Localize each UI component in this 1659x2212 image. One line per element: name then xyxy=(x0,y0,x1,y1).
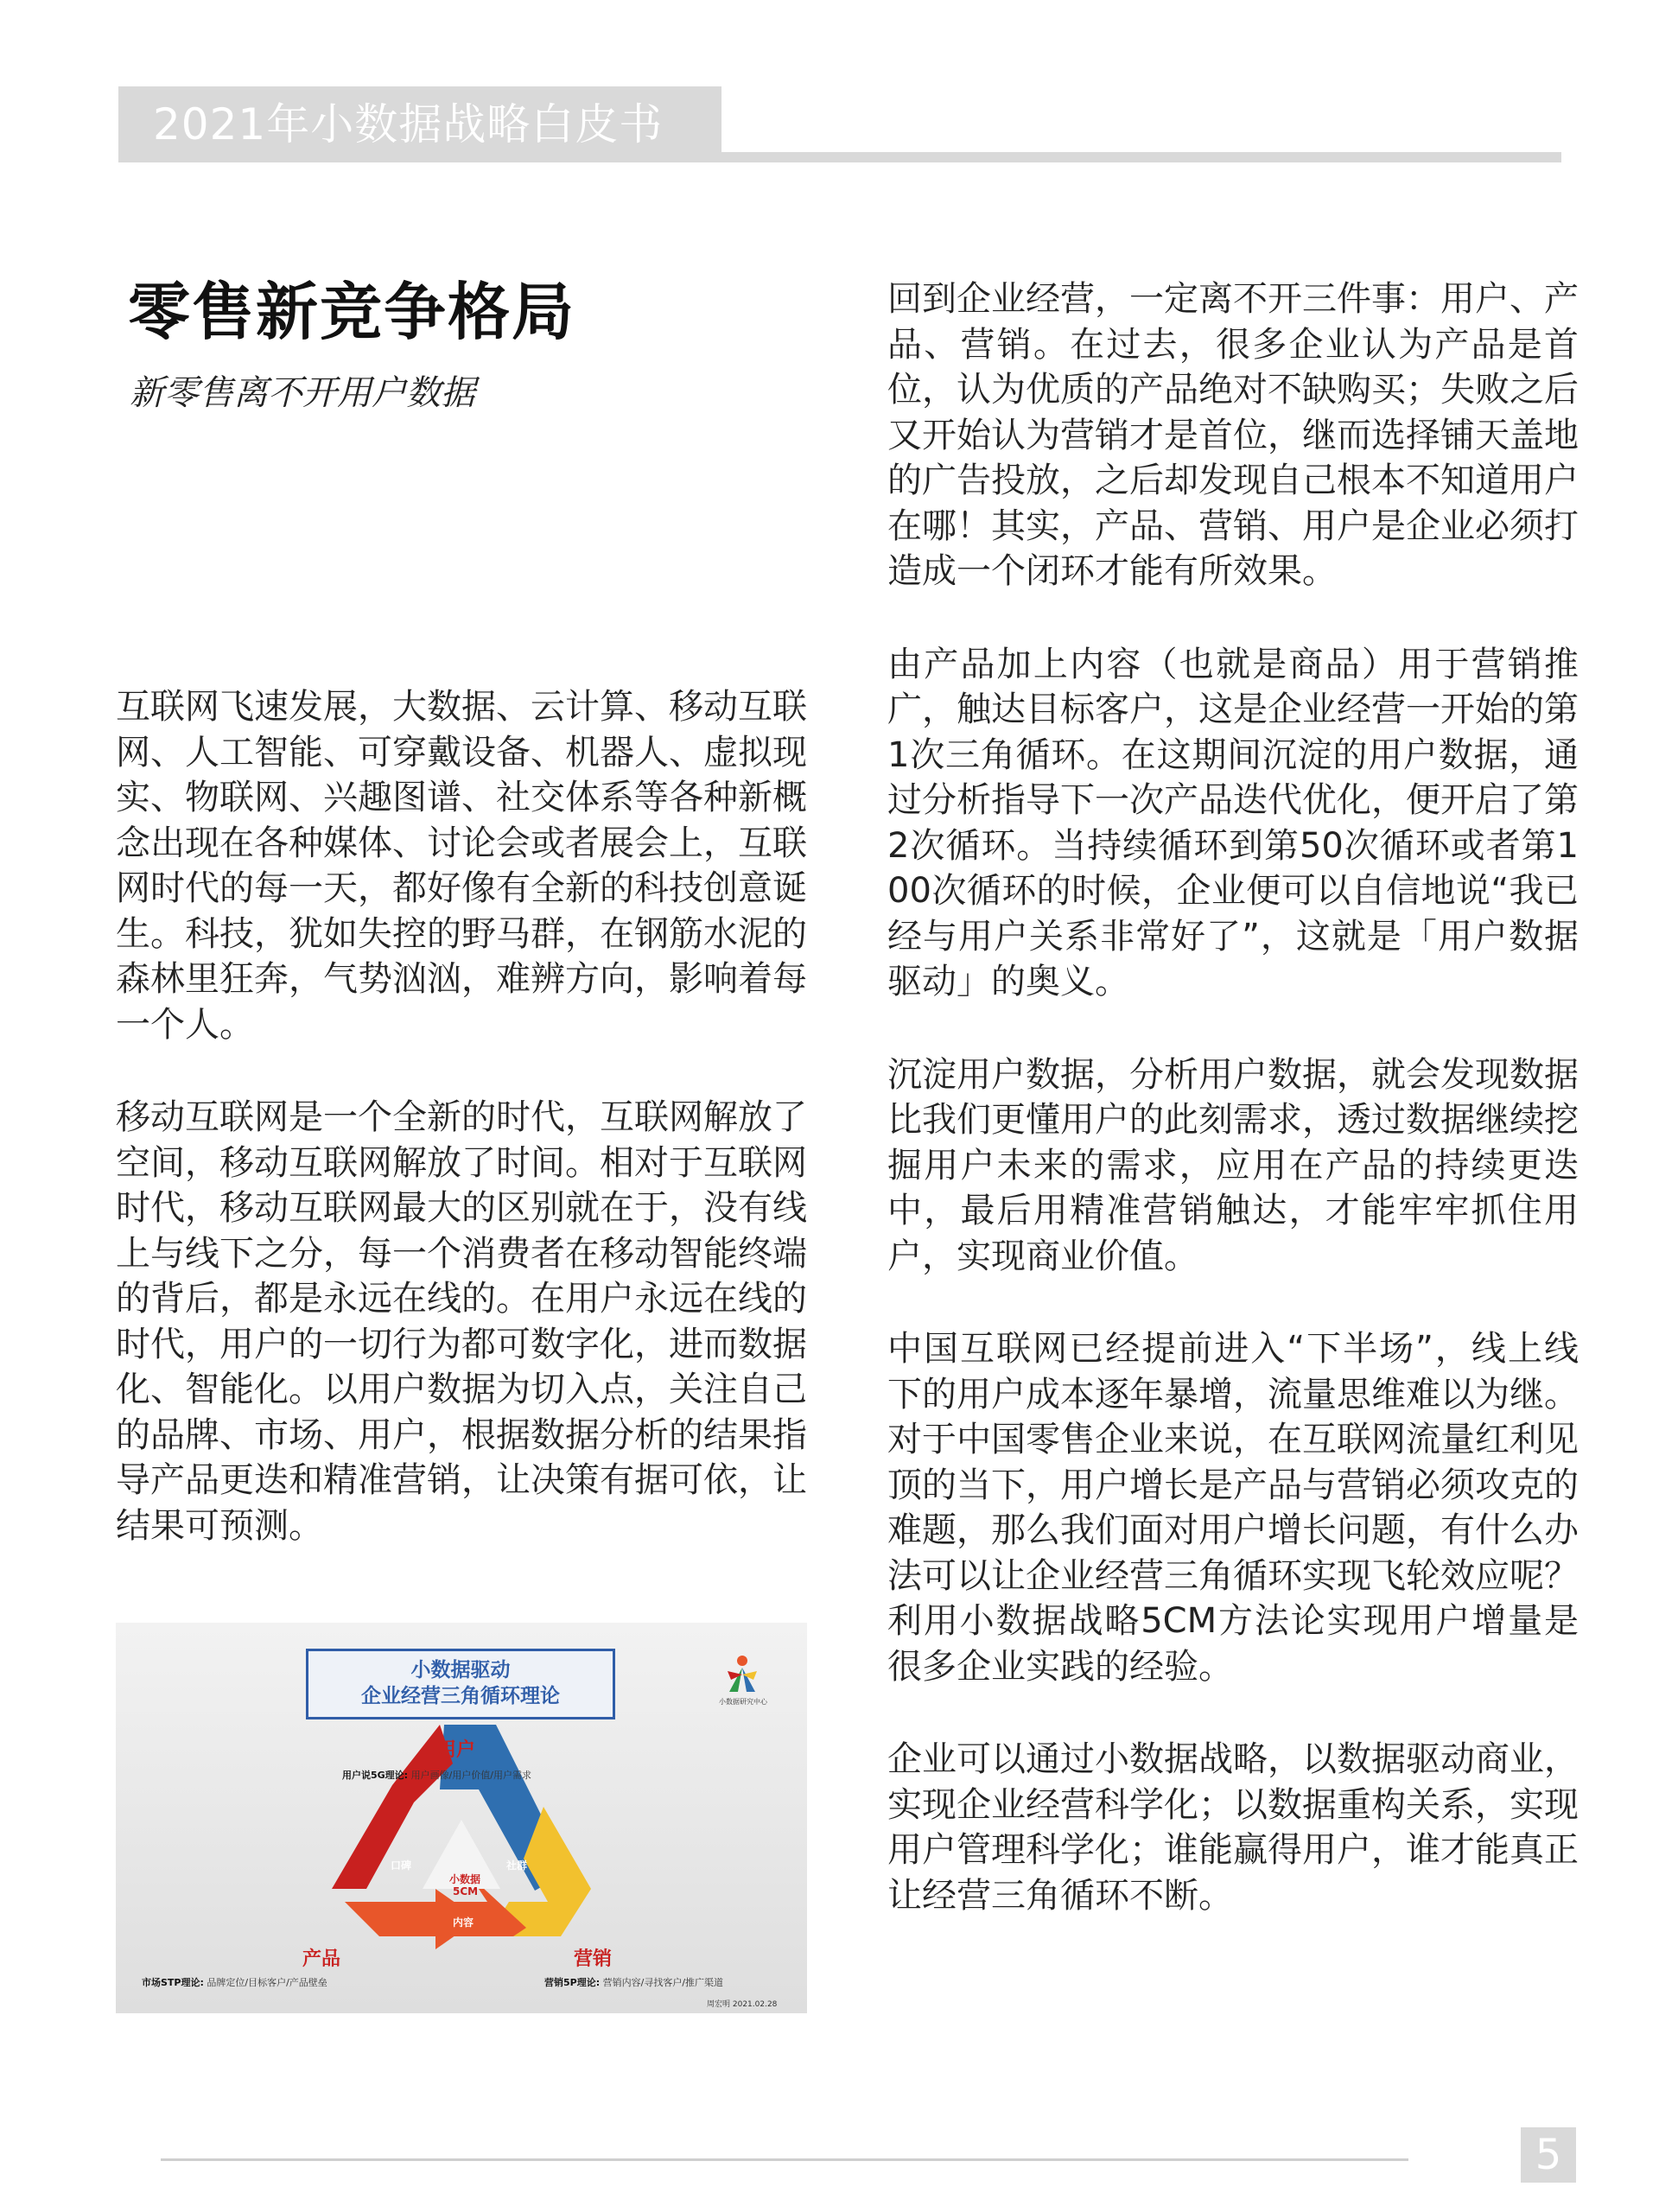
left-column xyxy=(116,684,807,1548)
node-product: 产品 xyxy=(302,1948,341,1970)
paragraph: 沉淀用户数据，分析用户数据，就会发现数据比我们更懂用户的此刻需求，透过数据继续挖掘用户未来的需求，应用在产品的持续更迭中，最后用精准营销触达，才能牢牢抓住用户，实现商业价值。 xyxy=(887,1054,1579,1276)
marketing-theory: 营销5P理论: 营销内容/寻找客户/推广渠道 xyxy=(544,1977,724,1988)
paragraph: 互联网飞速发展，大数据、云计算、移动互联网、人工智能、可穿戴设备、机器人、虚拟现实、物联网、兴趣图谱、社交体系等各种新概念出现在各种媒体、讨论会或者展会上，互联网时代的每一天，都好像有全新的科技创意诞生。科技，犹如失控的野马群，在钢筋水泥的森林里狂奔，气势汹汹，难辨方向，影响着每一个人。 xyxy=(116,687,807,1045)
footer-rule xyxy=(161,2158,1408,2161)
node-marketing: 营销 xyxy=(574,1948,613,1970)
header-banner xyxy=(118,86,721,162)
center-label-2: 5CM xyxy=(453,1885,479,1897)
center-label-1: 小数据 xyxy=(449,1873,481,1885)
figure-title-line2: 企业经营三角循环理论 xyxy=(361,1685,560,1707)
paragraph: 回到企业经营，一定离不开三件事：用户、产品、营销。在过去，很多企业认为产品是首位，认为优质的产品绝对不缺购买；失败之后又开始认为营销才是首位，继而选择铺天盖地的广告投放，之后却发现自己根本不知道用户在哪！其实，产品、营销、用户是企业必须打造成一个闭环才能有所效果。 xyxy=(887,279,1579,591)
logo-text: 小数据研究中心 xyxy=(719,1698,767,1706)
header-title: 2021年小数据战略白皮书 xyxy=(153,99,664,149)
paragraph: 企业可以通过小数据战略，以数据驱动商业，实现企业经营科学化；以数据重构关系，实现用户管理科学化；谁能赢得用户，谁才能真正让经营三角循环不断。 xyxy=(887,1739,1579,1916)
user-theory: 用户说5G理论: 用户画像/用户价值/用户需求 xyxy=(342,1770,532,1781)
paragraph: 移动互联网是一个全新的时代，互联网解放了空间，移动互联网解放了时间。相对于互联网时代，移动互联网最大的区别就在于，没有线上与线下之分，每一个消费者在移动智能终端的背后，都是永远在线的。在用户永远在线的时代，用户的一切行为都可数字化，进而数据化、智能化。以用户数据为切入点，关注自己的品牌、市场、用户，根据数据分析的结果指导产品更迭和精准营销，让决策有据可依，让结果可预测。 xyxy=(116,1097,807,1546)
right-column xyxy=(887,276,1579,1918)
arrow-label-koubei: 口碑 xyxy=(391,1859,412,1872)
figure-signature: 周宏明 2021.02.28 xyxy=(707,2000,778,2009)
figure-title-box xyxy=(306,1649,615,1719)
page-title: 零售新竞争格局 xyxy=(128,276,576,348)
arrow-label-neirong: 内容 xyxy=(453,1916,474,1929)
paragraph: 由产品加上内容（也就是商品）用于营销推广，触达目标客户，这是企业经营一开始的第1次三角循环。在这期间沉淀的用户数据，通过分析指导下一次产品迭代优化，便开启了第2次循环。当持续循环到第50次循环或者第100次循环的时候，企业便可以自信地说“我已经与用户关系非常好了”，这就是「用户数据驱动」的奥义。 xyxy=(887,644,1579,1001)
page-number: 5 xyxy=(1535,2131,1562,2179)
page-number-box xyxy=(1521,2127,1576,2183)
header-rule xyxy=(721,152,1561,162)
paragraph: 中国互联网已经提前进入“下半场”，线上线下的用户成本逐年暴增，流量思维难以为继。对于中国零售企业来说，在互联网流量红利见顶的当下，用户增长是产品与营销必须攻克的难题，那么我们面对用户增长问题，有什么办法可以让企业经营三角循环实现飞轮效应呢？利用小数据战略5CM方法论实现用户增量是很多企业实践的经验。 xyxy=(887,1329,1579,1687)
research-center-logo xyxy=(712,1649,772,1700)
market-theory: 市场STP理论: 品牌定位/目标客户/产品壁垒 xyxy=(142,1977,327,1988)
page-subtitle: 新零售离不开用户数据 xyxy=(130,373,475,413)
node-user: 用户 xyxy=(437,1739,476,1761)
cycle-diagram-image xyxy=(116,1623,807,2013)
figure-title-line1: 小数据驱动 xyxy=(410,1659,511,1681)
arrow-label-shequn: 社群 xyxy=(506,1859,528,1872)
